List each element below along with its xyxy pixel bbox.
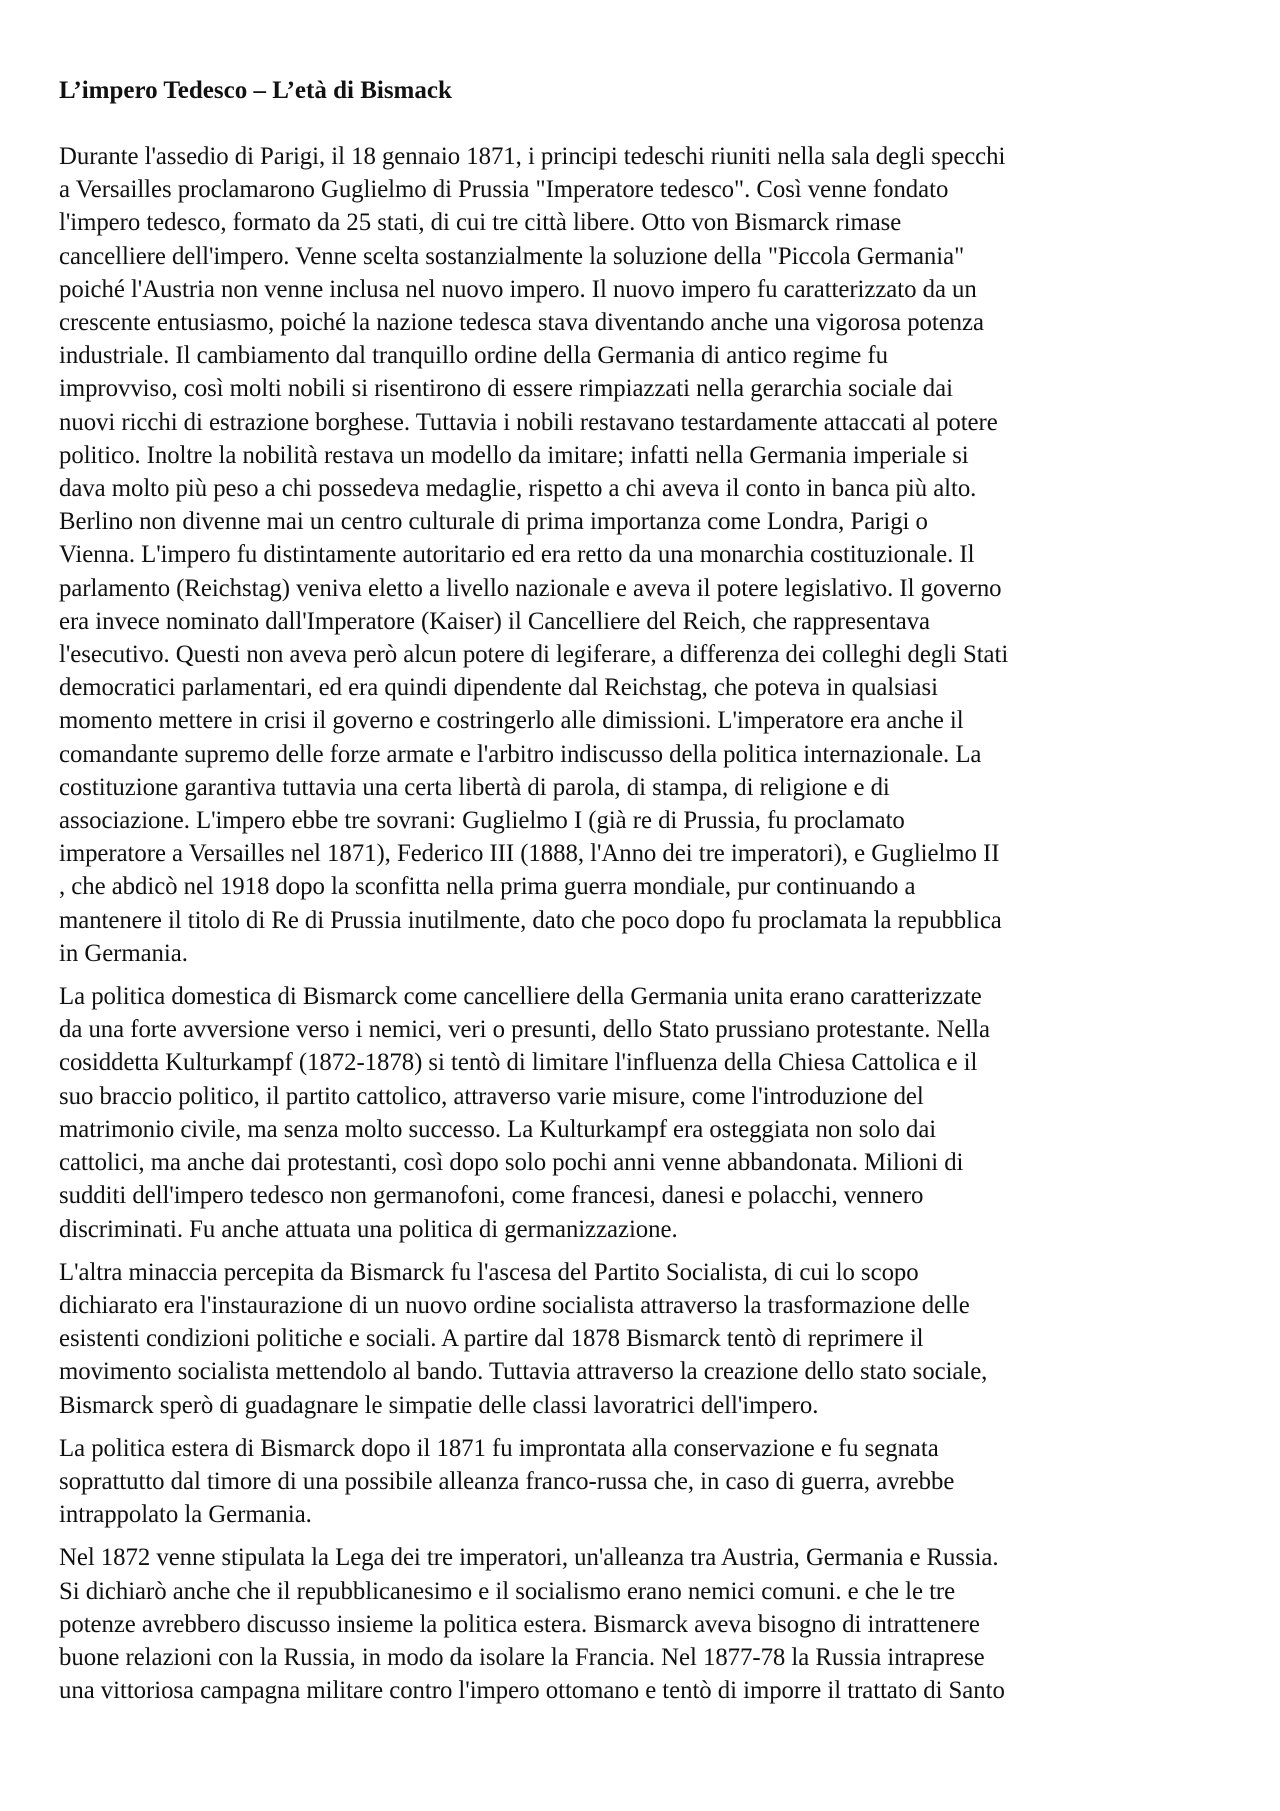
document-page — [59, 74, 1231, 1717]
paragraph-foreign-policy: La politica estera di Bismarck dopo il 1871 fu improntata alla conservazione e fu segnata soprattutto dal timore di una possibile alleanza franco-russa che, in caso di guerra, avrebbe intrappolato la Germania. — [59, 1434, 955, 1529]
paragraph-three-emperors-league: Nel 1872 venne stipulata la Lega dei tre imperatori, un'alleanza tra Austria, Germania e Russia. Si dichiarò anche che il repubblicanesimo e il socialismo erano nemici comuni. e che le tre potenze avrebbero discusso insieme la politica estera. Bismarck aveva bisogno di intrattenere buone relazioni con la Russia, in modo da isolare la Francia. Nel 1877-78 la Russia intraprese una vittoriosa campagna militare contro l'impero ottomano e tentò di imporre il trattato di Santo — [59, 1544, 1005, 1705]
document-title: L’impero Tedesco – L’età di Bismack — [59, 77, 452, 104]
paragraph-empire-founding: Durante l'assedio di Parigi, il 18 gennaio 1871, i principi tedeschi riuniti nella sala degli specchi a Versailles proclamarono Guglielmo di Prussia "Imperatore tedesco". Così venne fondato l'impero tedesco, formato da 25 stati, di cui tre città libere. Otto von Bismarck rimase cancelliere dell'impero. Venne scelta sostanzialmente la soluzione della "Piccola Germania" poiché l'Austria non venne inclusa nel nuovo impero. Il nuovo impero fu caratterizzato da un crescente entusiasmo, poiché la nazione tedesca stava diventando anche una vigorosa potenza industriale. Il cambiamento dal tranquillo ordine della Germania di antico regime fu improvviso, così molti nobili si risentirono di essere rimpiazzati nella gerarchia sociale dai nuovi ricchi di estrazione borghese. Tuttavia i nobili restavano testardamente attaccati al potere politico. Inoltre la nobilità restava un modello da imitare; infatti nella Germania imperiale si dava molto più peso a chi possedeva medaglie, rispetto a chi aveva il conto in banca più alto. Berlino non divenne mai un centro culturale di prima importanza come Londra, Parigi o Vienna. L'impero fu distintamente autoritario ed era retto da una monarchia costituzionale. Il parlamento (Reichstag) veniva eletto a livello nazionale e aveva il potere legislativo. Il governo era invece nominato dall'Imperatore (Kaiser) il Cancelliere del Reich, che rappresentava l'esecutivo. Questi non aveva però alcun potere di legiferare, a differenza dei colleghi degli Stati democratici parlamentari, ed era quindi dipendente dal Reichstag, che poteva in qualsiasi momento mettere in crisi il governo e costringerlo alle dimissioni. L'imperatore era anche il comandante supremo delle forze armate e l'arbitro indiscusso della politica internazionale. La costituzione garantiva tuttavia una certa libertà di parola, di stampa, di religione e di associazione. L'impero ebbe tre sovrani: Guglielmo I (già re di Prussia, fu proclamato imperatore a Versailles nel 1871), Federico III (1888, l'Anno dei tre imperatori), e Guglielmo II , che abdicò nel 1918 dopo la sconfitta nella prima guerra mondiale, pur continuando a mantenere il titolo di Re di Prussia inutilmente, dato che poco dopo fu proclamata la repubblica in Germania. — [59, 143, 1009, 967]
paragraph-socialist-threat: L'altra minaccia percepita da Bismarck fu l'ascesa del Partito Socialista, di cui lo scopo dichiarato era l'instaurazione di un nuovo ordine socialista attraverso la trasformazione delle esistenti condizioni politiche e sociali. A partire dal 1878 Bismarck tentò di reprimere il movimento socialista mettendolo al bando. Tuttavia attraverso la creazione dello stato sociale, Bismarck sperò di guadagnare le simpatie delle classi lavoratrici dell'impero. — [59, 1258, 988, 1419]
paragraph-domestic-policy: La politica domestica di Bismarck come cancelliere della Germania unita erano caratterizzate da una forte avversione verso i nemici, veri o presunti, dello Stato prussiano protestante. Nella cosiddetta Kulturkampf (1872-1878) si tentò di limitare l'influenza della Chiesa Cattolica e il suo braccio politico, il partito cattolico, attraverso varie misure, come l'introduzione del matrimonio civile, ma senza molto successo. La Kulturkampf era osteggiata non solo dai cattolici, ma anche dai protestanti, così dopo solo pochi anni venne abbandonata. Milioni di sudditi dell'impero tedesco non germanofoni, come francesi, danesi e polacchi, vennero discriminati. Fu anche attuata una politica di germanizzazione. — [59, 983, 990, 1243]
